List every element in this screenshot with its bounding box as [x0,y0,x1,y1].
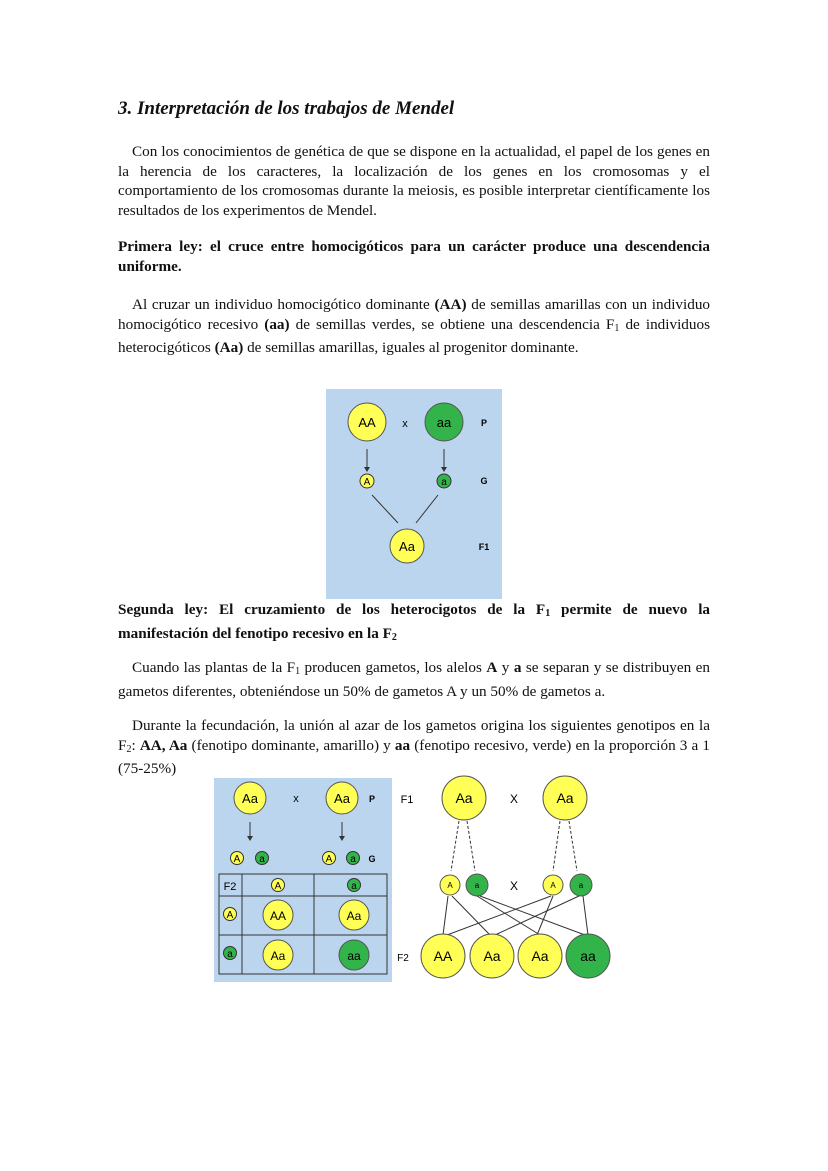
f1-Aa-label: Aa [399,539,415,554]
parent-1-label: Aa [455,790,473,806]
cross-symbol: x [402,418,408,430]
punnett-square-diagram [214,778,392,982]
col-gamete-A-label: A [274,881,282,892]
cross-lines [443,896,588,935]
gamete-a-label: a [350,854,356,865]
row-gamete-A-label: A [226,910,234,921]
f2-crossing-diagram [395,775,615,981]
cell-aa-label: aa [347,949,361,963]
cross-symbol: X [509,792,519,806]
row-gamete-a-label: a [227,949,233,960]
gamete-A-label: A [233,854,241,865]
dashed-arrow [467,821,475,871]
law1-title: Primera ley: el cruce entre homocigóticos para un carácter produce una descendencia uniforme. [118,238,710,275]
gamete-A-label: A [363,477,371,488]
row-label-F1: F1 [478,542,490,552]
gametes-paragraph: Cuando las plantas de la $F_1$ producen gametos, los alelos A y a se separan y se distribuyen en gametos diferentes, obteniéndose un 50% de gametos A y un 50% de gametos a. [118,659,710,700]
row-label-P: P [368,794,376,804]
parent-2-label: Aa [334,791,350,806]
gamete-A-label: A [550,881,556,890]
gamete-a-label: a [578,881,584,890]
parent-AA-label: AA [358,415,376,430]
dashed-arrow [451,821,459,871]
cell-Aa-label: Aa [346,909,362,923]
gamete-a-label: a [441,477,447,488]
law1-paragraph: Al cruzar un individuo homocigótico dominante (AA) de semillas amarillas con un individuo homocigótico recesivo (aa) de semillas verdes, se obtiene una descendencia $F_1$ de individuos heterocigóticos (Aa) de semillas amarillas, iguales al progenitor dominante. [118,296,711,357]
parent-aa-label: aa [436,415,452,430]
parent-1-label: Aa [242,791,258,806]
gamete-a-label: a [474,881,480,890]
row-label-P: P [480,418,488,428]
row-label-F1: F1 [400,794,414,806]
section-heading: 3. Interpretación de los trabajos de Mendel [118,98,455,119]
gamete-a-label: a [259,854,265,865]
cell-AA-label: AA [269,909,287,923]
offspring-aa-label: aa [580,948,596,964]
row-label-G: G [480,476,488,486]
cross-symbol: x [293,793,299,805]
first-law-diagram [326,389,502,599]
fecundation-paragraph: Durante la fecundación, la unión al azar de los gametos origina los siguientes genotipos en la $F_2$: AA, Aa (fenotipo dominante, amarillo) y aa (fenotipo recesivo, verde) en la proporción 3 a 1 (75-25%) [118,717,710,778]
dashed-arrow [553,821,560,871]
parent-2-label: Aa [556,790,574,806]
intro-paragraph: Con los conocimientos de genética de que se dispone en la actualidad, el papel de los genes en la herencia de los caracteres, la localización de los genes en los cromosomas y el comportamiento de los cromosomas durante la meiosis, es posible interpretar científicamente los resultados de los experimentos de Mendel. [118,143,710,219]
offspring-Aa-label: Aa [531,948,549,964]
cell-Aa-label: Aa [270,949,286,963]
offspring-AA-label: AA [433,948,453,964]
offspring-Aa-label: Aa [483,948,501,964]
gamete-A-label: A [325,854,333,865]
row-label-G: G [368,854,376,864]
cross-symbol: X [509,879,519,893]
gamete-A-label: A [447,881,453,890]
col-gamete-a-label: a [351,881,357,892]
corner-label-F2: F2 [223,881,237,893]
dashed-arrow [569,821,577,871]
row-label-F2: F2 [397,953,409,964]
law2-title: Segunda ley: El cruzamiento de los heterocigotos de la $F_1$ permite de nuevo la manifestación del fenotipo recesivo en la $F_2$ [118,601,711,643]
